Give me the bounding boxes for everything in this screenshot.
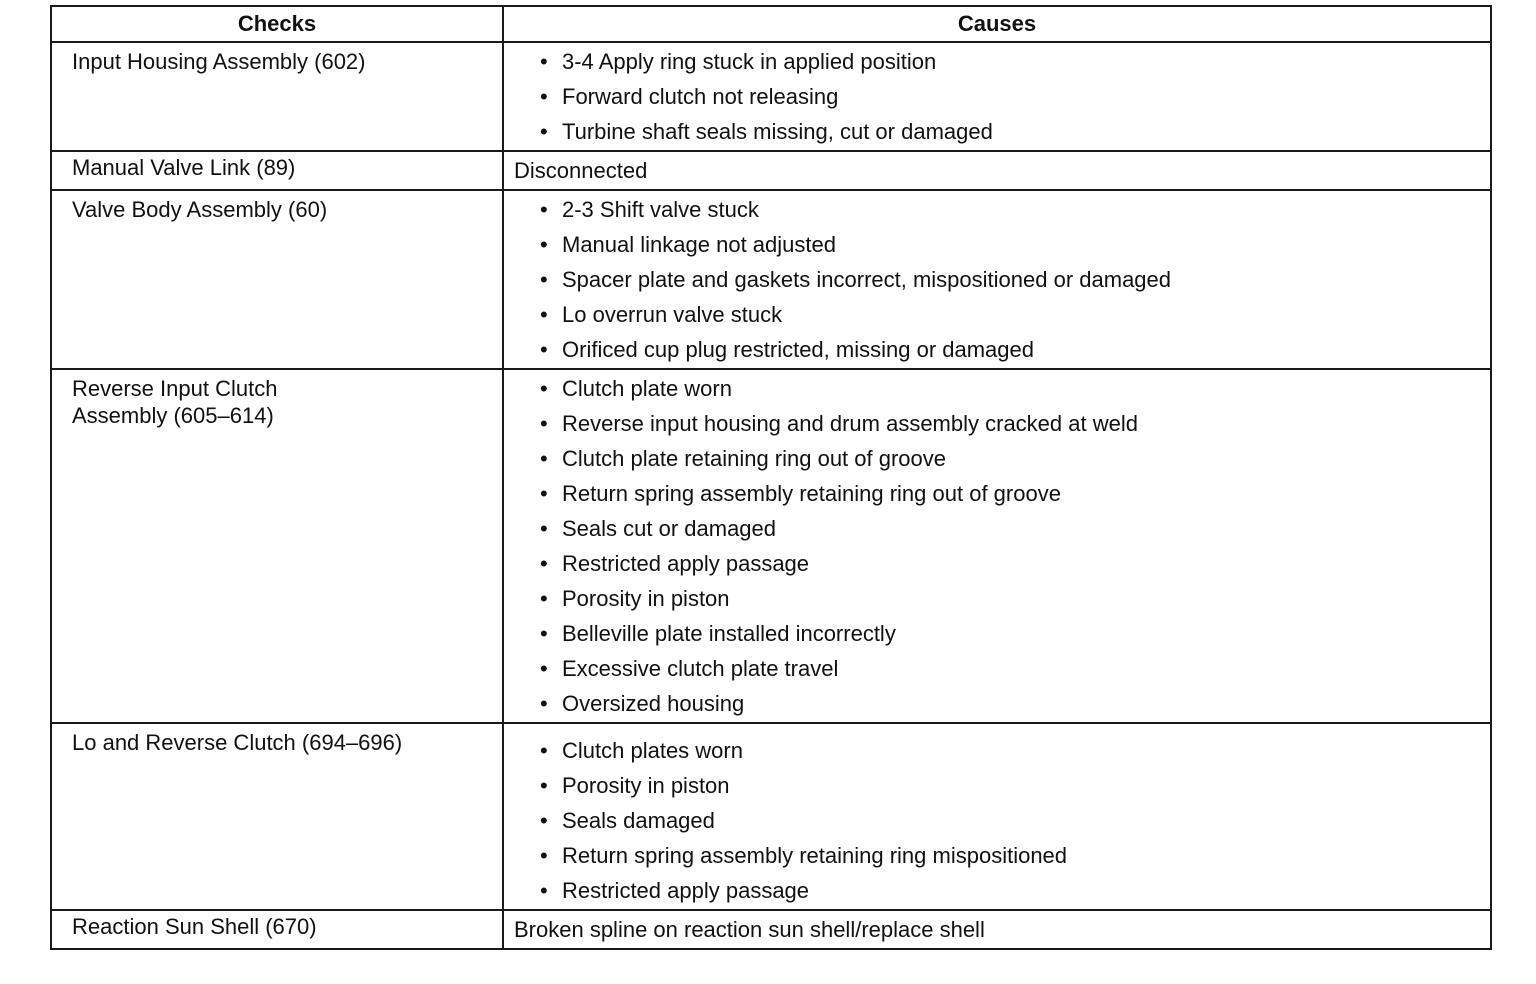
check-cell <box>51 151 503 190</box>
causes-cell <box>503 369 1491 723</box>
cause-list <box>514 371 1490 721</box>
check-label: Valve Body Assembly (60) <box>72 197 328 222</box>
causes-cell <box>503 42 1491 151</box>
table-row <box>51 723 1491 910</box>
diagnosis-table-container <box>50 5 1490 950</box>
table-row <box>51 369 1491 723</box>
check-label: Manual Valve Link (89) <box>72 155 296 180</box>
table-row <box>51 190 1491 369</box>
causes-cell <box>503 910 1491 949</box>
check-label: Input Housing Assembly (602) <box>72 49 366 74</box>
cause-item: • Clutch plates worn <box>540 733 1490 768</box>
cause-item: • Lo overrun valve stuck <box>540 297 1490 332</box>
table-row <box>51 42 1491 151</box>
cause-list <box>514 733 1490 908</box>
cause-item: • Turbine shaft seals missing, cut or damaged <box>540 114 1490 149</box>
causes-cell <box>503 723 1491 910</box>
cause-item: • Forward clutch not releasing <box>540 79 1490 114</box>
cause-item: • Porosity in piston <box>540 581 1490 616</box>
table-row <box>51 151 1491 190</box>
cause-item: • Restricted apply passage <box>540 546 1490 581</box>
cause-item: • Reverse input housing and drum assembly cracked at weld <box>540 406 1490 441</box>
causes-cell <box>503 190 1491 369</box>
checks-column-header: Checks <box>51 6 503 42</box>
check-cell <box>51 190 503 369</box>
header-row <box>51 6 1491 42</box>
check-label: Reaction Sun Shell (670) <box>72 914 317 939</box>
cause-item: • Porosity in piston <box>540 768 1490 803</box>
check-label: Reverse Input Clutch Assembly (605–614) <box>72 376 278 428</box>
check-cell <box>51 723 503 910</box>
causes-cell <box>503 151 1491 190</box>
cause-item: • 3-4 Apply ring stuck in applied position <box>540 44 1490 79</box>
cause-item: • Excessive clutch plate travel <box>540 651 1490 686</box>
cause-item: • Seals damaged <box>540 803 1490 838</box>
table-row <box>51 910 1491 949</box>
cause-item: • Clutch plate retaining ring out of groove <box>540 441 1490 476</box>
check-label: Lo and Reverse Clutch (694–696) <box>72 730 403 755</box>
cause-text: Disconnected <box>514 158 648 183</box>
causes-column-header: Causes <box>503 6 1491 42</box>
cause-item: • 2-3 Shift valve stuck <box>540 192 1490 227</box>
cause-item: • Restricted apply passage <box>540 873 1490 908</box>
cause-item: • Oversized housing <box>540 686 1490 721</box>
check-cell <box>51 369 503 723</box>
cause-item: • Belleville plate installed incorrectly <box>540 616 1490 651</box>
cause-item: • Seals cut or damaged <box>540 511 1490 546</box>
cause-item: • Clutch plate worn <box>540 371 1490 406</box>
cause-item: • Orificed cup plug restricted, missing or damaged <box>540 332 1490 367</box>
cause-text: Broken spline on reaction sun shell/replace shell <box>514 917 985 942</box>
checks-causes-table <box>50 5 1492 950</box>
cause-item: • Return spring assembly retaining ring mispositioned <box>540 838 1490 873</box>
cause-item: • Return spring assembly retaining ring out of groove <box>540 476 1490 511</box>
cause-list <box>514 192 1490 367</box>
cause-item: • Manual linkage not adjusted <box>540 227 1490 262</box>
cause-item: • Spacer plate and gaskets incorrect, mispositioned or damaged <box>540 262 1490 297</box>
cause-list <box>514 44 1490 149</box>
check-cell <box>51 910 503 949</box>
check-cell <box>51 42 503 151</box>
